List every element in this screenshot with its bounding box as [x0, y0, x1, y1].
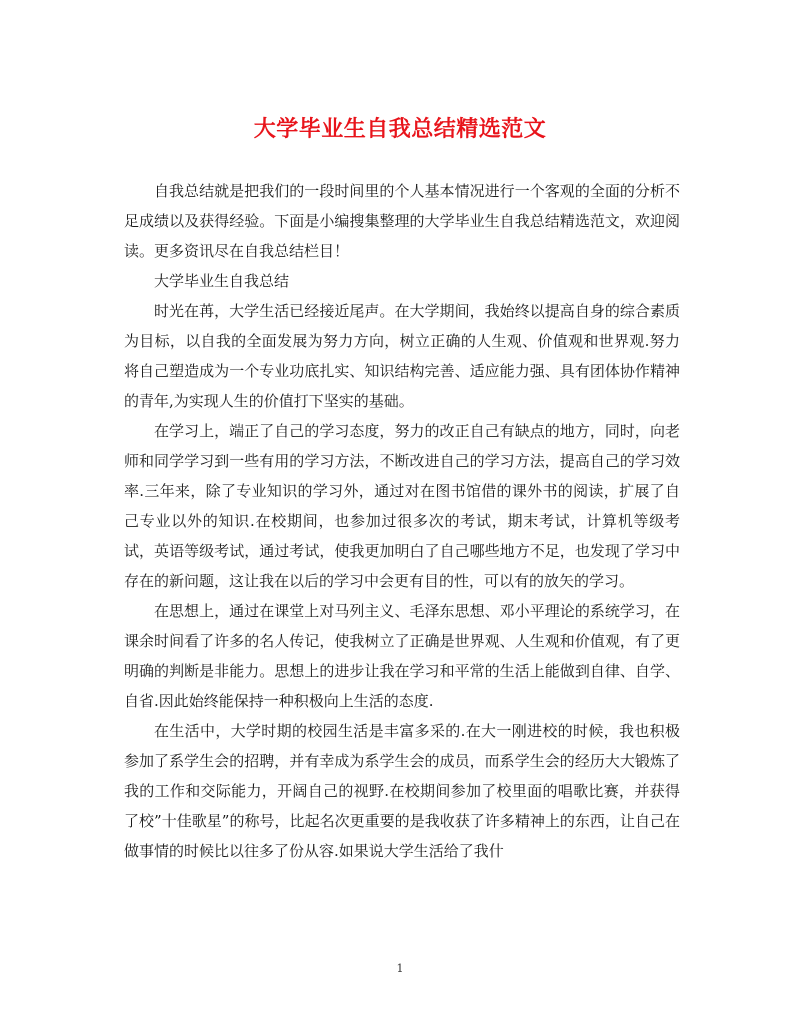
paragraph-study: 在学习上，端正了自己的学习态度，努力的改正自己有缺点的地方，同时，向老师和同学学习到一些有用的学习方法，不断改进自己的学习方法，提高自己的学习效率.三年来，除了专业知识的学习外，通过对在图书馆借的课外书的阅读，扩展了自己专业以外的知识.在校期间，也参加过很多次的考试，期末考试，计算机等级考试，英语等级考试，通过考试，使我更加明白了自己哪些地方不足，也发现了学习中存在的新问题，这让我在以后的学习中会更有目的性，可以有的放矢的学习。 [124, 422, 680, 590]
intro-paragraph: 自我总结就是把我们的一段时间里的个人基本情况进行一个客观的全面的分析不足成绩以及获得经验。下面是小编搜集整理的大学毕业生自我总结精选范文，欢迎阅读。更多资讯尽在自我总结栏目！ [124, 182, 680, 260]
section-heading: 大学毕业生自我总结 [154, 272, 290, 290]
document-title: 大学毕业生自我总结精选范文 [253, 116, 547, 142]
paragraph-life: 在生活中，大学时期的校园生活是丰富多采的.在大一刚进校的时候，我也积极参加了系学生会的招聘，并有幸成为系学生会的成员，而系学生会的经历大大锻炼了我的工作和交际能力，开阔自己的视野.在校期间参加了校里面的唱歌比赛，并获得了校”十佳歌星”的称号，比起名次更重要的是我收获了许多精神上的东西，让自己在做事情的时候比以往多了份从容.如果说大学生活给了我什 [124, 722, 680, 860]
page-number: 1 [396, 962, 404, 975]
document-body [124, 176, 680, 866]
paragraph-thought: 在思想上，通过在课堂上对马列主义、毛泽东思想、邓小平理论的系统学习，在课余时间看了许多的名人传记，使我树立了正确是世界观、人生观和价值观，有了更明确的判断是非能力。思想上的进步让我在学习和平常的生活上能做到自律、自学、自省.因此始终能保持一种积极向上生活的态度. [124, 602, 680, 710]
paragraph-time: 时光在苒，大学生活已经接近尾声。在大学期间，我始终以提高自身的综合素质为目标，以自我的全面发展为努力方向，树立正确的人生观、价值观和世界观.努力将自己塑造成为一个专业功底扎实、知识结构完善、适应能力强、具有团体协作精神的青年,为实现人生的价值打下坚实的基础。 [124, 302, 680, 410]
